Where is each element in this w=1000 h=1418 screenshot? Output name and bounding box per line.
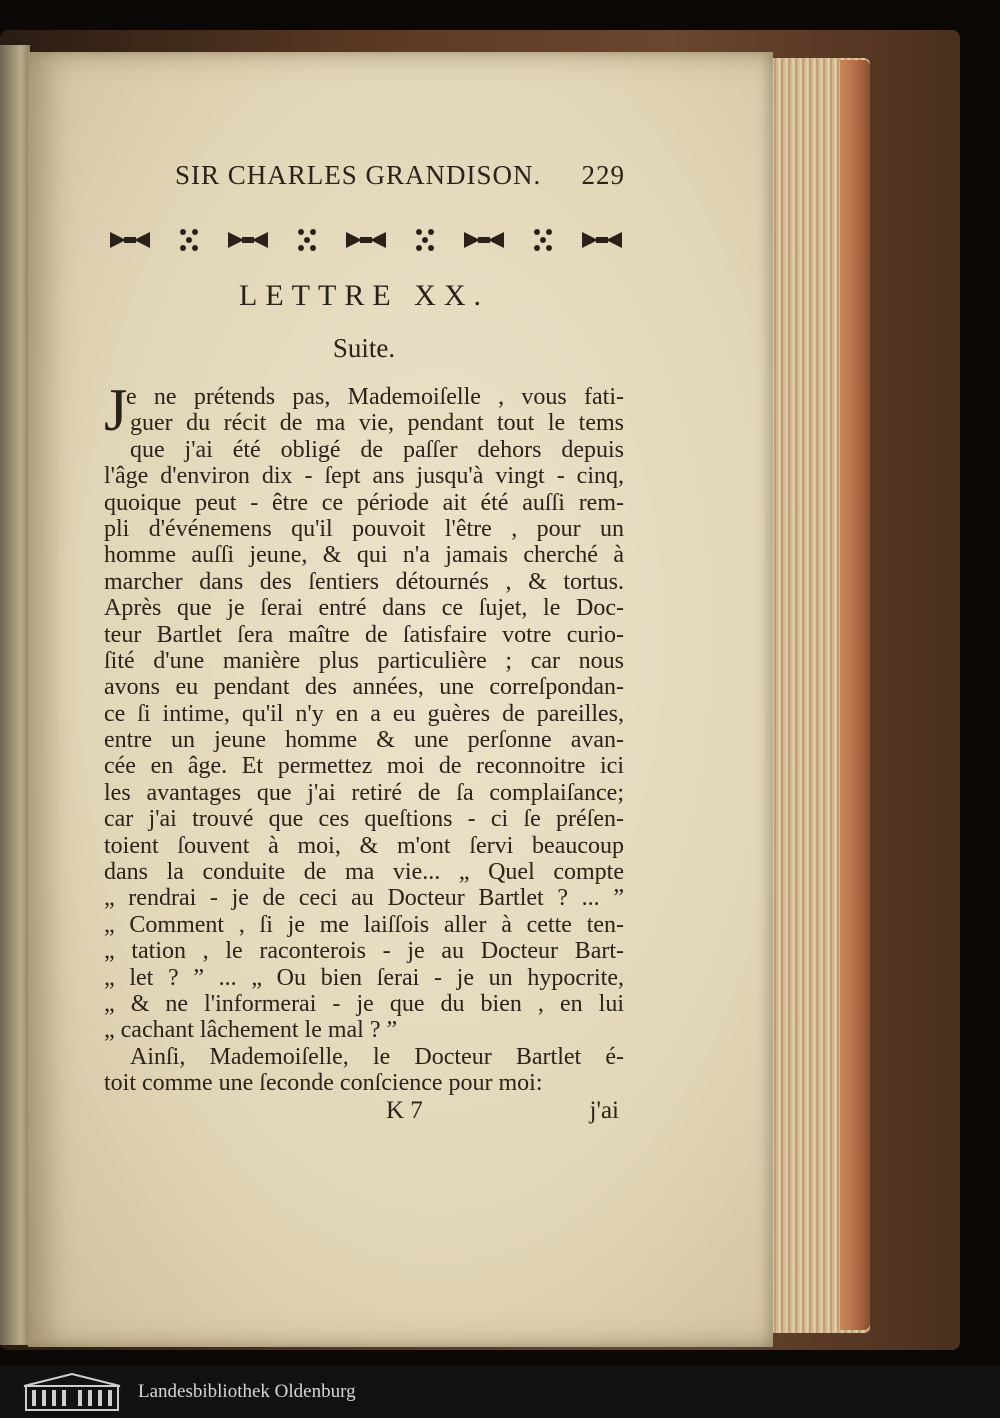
library-banner xyxy=(0,1366,1000,1418)
text-line: pli d'événemens qu'il pouvoit l'être , pour un xyxy=(104,515,624,542)
text-line: car j'ai trouvé que ces queſtions - ci ſe préſen- xyxy=(104,806,624,833)
text-line: cée en âge. Et permettez moi de reconnoitre ici xyxy=(104,753,624,780)
ornament-band xyxy=(106,222,626,258)
catchword: j'ai xyxy=(589,1097,619,1124)
text-line: ſité d'une manière plus particulière ; car nous xyxy=(104,647,624,674)
text-line: l'âge d'environ dix - ſept ans jusqu'à vingt - cinq, xyxy=(104,463,624,490)
text-line: quoique peut - être ce période ait été auſſi rem- xyxy=(104,489,624,516)
text-line: toit comme une ſeconde conſcience pour moi: xyxy=(104,1070,543,1097)
running-title: SIR CHARLES GRANDISON. xyxy=(175,160,542,190)
text-line: dans la conduite de ma vie... „ Quel compte xyxy=(104,859,624,886)
running-head xyxy=(175,160,625,194)
text-line: „ tation , le raconterois - je au Docteur Bart- xyxy=(104,938,624,965)
asterism-icon xyxy=(532,226,554,254)
fleuron-icon xyxy=(578,226,626,254)
page-footer xyxy=(104,1097,619,1127)
text-line: Après que je ſerai entré dans ce ſujet, le Doc- xyxy=(104,595,624,622)
library-building-icon xyxy=(22,1372,122,1412)
body-text xyxy=(104,384,624,1097)
asterism-icon xyxy=(414,226,436,254)
letter-title: LETTRE XX. xyxy=(239,279,489,312)
library-name: Landesbibliothek Oldenburg xyxy=(138,1381,356,1402)
text-line: ce ſi intime, qu'il n'y en a eu guères de pareilles, xyxy=(104,700,624,727)
text-line: „ rendrai - je de ceci au Docteur Bartlet ? ... ” xyxy=(104,885,624,912)
text-line: e ne prétends pas, Mademoiſelle , vous fati- xyxy=(126,384,624,410)
text-line: „ cachant lâchement le mal ? ” xyxy=(104,1017,398,1044)
signature-mark: K 7 xyxy=(386,1097,423,1124)
fleuron-icon xyxy=(106,226,154,254)
fleuron-icon xyxy=(224,226,272,254)
colored-page-edge xyxy=(840,60,870,1330)
text-line: marcher dans des ſentiers détournés , & tortus. xyxy=(104,568,624,595)
text-line: toient ſouvent à moi, & m'ont ſervi beaucoup xyxy=(104,832,624,859)
asterism-icon xyxy=(296,226,318,254)
text-line: homme auſſi jeune, & qui n'a jamais cherché à xyxy=(104,542,624,569)
text-line: guer du récit de ma vie, pendant tout le tems xyxy=(130,410,624,437)
text-line: „ let ? ” ... „ Ou bien ſerai - je un hypocrite, xyxy=(104,964,624,991)
text-line: avons eu pendant des années, une correſpondan- xyxy=(104,674,624,701)
text-line: les avantages que j'ai retiré de ſa complaiſance; xyxy=(104,779,624,806)
asterism-icon xyxy=(178,226,200,254)
text-line: entre un jeune homme & une perſonne avan- xyxy=(104,727,624,754)
fleuron-icon xyxy=(460,226,508,254)
drop-cap: J xyxy=(104,377,128,443)
text-line: que j'ai été obligé de paſſer dehors depuis xyxy=(130,436,624,463)
left-page-edge xyxy=(0,45,30,1345)
fleuron-icon xyxy=(342,226,390,254)
text-line: teur Bartlet ſera maître de ſatisfaire votre curio- xyxy=(104,621,624,648)
page-number: 229 xyxy=(581,160,625,190)
text-line: „ Comment , ſi je me laiſſois aller à cette ten- xyxy=(104,911,624,938)
letter-subtitle: Suite. xyxy=(332,333,396,363)
text-line: Ainſi, Mademoiſelle, le Docteur Bartlet é- xyxy=(130,1043,624,1070)
text-line: „ & ne l'informerai - je que du bien , en lui xyxy=(104,990,624,1017)
